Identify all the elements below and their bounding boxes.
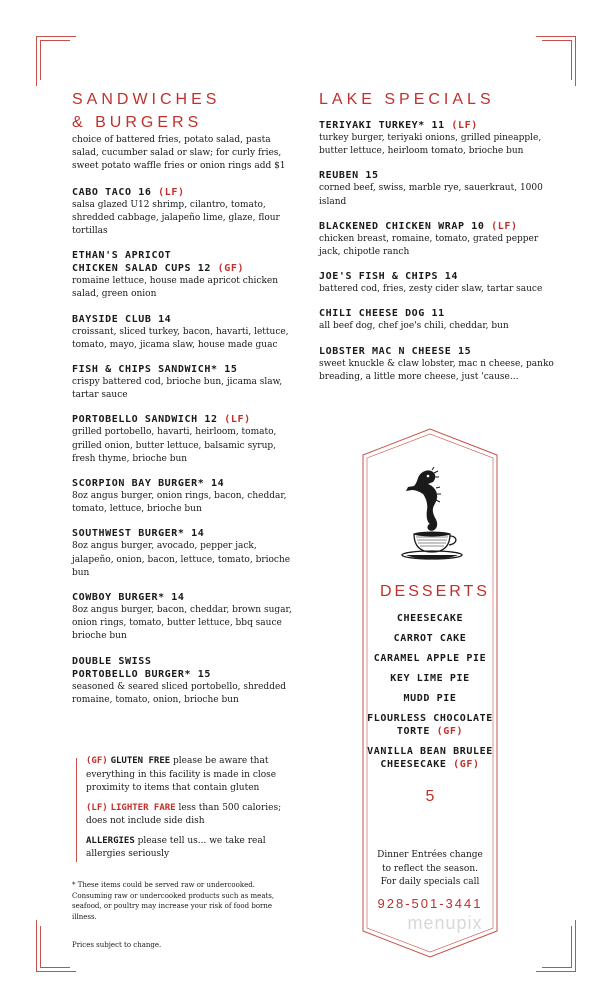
- menu-item-title: LOBSTER MAC N CHEESE 15: [319, 345, 472, 357]
- phone-number[interactable]: 928-501-3441: [377, 896, 483, 911]
- dessert-item: [364, 745, 496, 771]
- seahorse-teacup-icon: [396, 466, 466, 562]
- menu-item-description: chicken breast, romaine, tomato, grated pepper jack, chipotle ranch: [319, 233, 539, 258]
- raw-warning: * These items could be served raw or undercooked. Consuming raw or undercooked products such as meats, seafood, or poultry may increase your risk of food borne illness.: [72, 881, 275, 921]
- menu-item: [319, 345, 559, 384]
- menu-item-tag: (LF): [158, 186, 185, 198]
- dessert-tag: (GF): [436, 726, 464, 737]
- dessert-item: [364, 632, 496, 645]
- menu-item-description: battered cod, fries, zesty cider slaw, tartar sauce: [319, 284, 543, 295]
- menu-item-name: [319, 220, 559, 233]
- dessert-item: [364, 692, 496, 705]
- dessert-name: VANILLA BEAN BRULEE: [367, 746, 493, 757]
- menu-item-description: all beef dog, chef joe's chili, cheddar, bun: [319, 321, 509, 332]
- menu-item: [319, 169, 559, 208]
- info-line-3: For daily specials call: [380, 877, 480, 887]
- menu-item-name: [72, 249, 294, 275]
- menu-item-title: DOUBLE SWISS: [72, 655, 152, 667]
- menu-item-name: [319, 307, 559, 320]
- dessert-name: CHEESECAKE: [396, 613, 464, 624]
- menu-item-description: 8oz angus burger, bacon, cheddar, brown sugar, onion rings, tomato, butter lettuce, bbq sauce brioche bun: [72, 605, 292, 642]
- menu-item-title: BAYSIDE CLUB 14: [72, 313, 172, 325]
- menu-item-tag: (LF): [224, 414, 251, 426]
- menu-item-title-line-2: PORTOBELLO BURGER* 15: [72, 668, 212, 680]
- allergies-text: please tell us... we take real allergies seriously: [86, 835, 266, 859]
- desserts-title: DESSERTS: [380, 583, 490, 600]
- info-line-2: to reflect the season.: [382, 863, 478, 874]
- notes-bar: [76, 758, 77, 862]
- menu-item: [72, 363, 294, 402]
- lighter-fare-note: [86, 802, 296, 829]
- menu-item: [72, 527, 294, 580]
- gluten-free-note: [86, 755, 296, 796]
- menu-item-title: ETHAN'S APRICOT: [72, 250, 172, 262]
- lake-specials-title: LAKE SPECIALS: [319, 91, 495, 108]
- menu-item: [72, 249, 294, 301]
- dessert-item: [364, 672, 496, 685]
- gf-text: please be aware that everything in this facility is made in close proximity to items that contain gluten: [86, 756, 277, 793]
- menu-item: [72, 413, 294, 466]
- gf-label: GLUTEN FREE: [110, 756, 171, 766]
- allergies-label: ALLERGIES: [86, 835, 135, 846]
- menu-item-description: seasoned & seared sliced portobello, shredded romaine, tomato, onion, brioche bun: [72, 681, 287, 705]
- menu-item-name: [319, 270, 559, 283]
- dessert-item: [364, 612, 496, 625]
- allergies-note: [86, 835, 296, 862]
- menu-item-description: corned beef, swiss, marble rye, sauerkraut, 1000 island: [319, 183, 543, 207]
- menu-item-description: sweet knuckle & claw lobster, mac n cheese, panko breading, a little more cheese, just 'cause...: [319, 358, 554, 382]
- dessert-item: [364, 712, 496, 738]
- menu-item-title: PORTOBELLO SANDWICH 12: [72, 414, 218, 426]
- menu-item: [72, 313, 294, 352]
- menu-item-description: 8oz angus burger, onion rings, bacon, cheddar, tomato, lettuce, brioche bun: [72, 491, 287, 515]
- lf-text: less than 500 calories; does not include side dish: [86, 802, 282, 826]
- dessert-name-line-2: TORTE: [396, 726, 430, 737]
- menu-item-name: [319, 345, 559, 358]
- menu-item-title: CABO TACO 16: [72, 186, 152, 198]
- dessert-name: KEY LIME PIE: [390, 673, 470, 684]
- menu-item-name: [72, 363, 294, 376]
- specials-info: [364, 849, 496, 890]
- prices-note: Prices subject to change.: [72, 941, 162, 949]
- menu-item-title: REUBEN 15: [319, 170, 379, 182]
- dessert-name: MUDD PIE: [403, 693, 457, 704]
- dessert-name-line-2: CHEESECAKE: [380, 759, 447, 770]
- menu-item-tag: (LF): [451, 120, 478, 131]
- menu-item: [319, 119, 559, 158]
- menu-item-name: [72, 655, 294, 681]
- menu-item-name: [72, 527, 294, 540]
- dessert-name: FLOURLESS CHOCOLATE: [367, 713, 493, 724]
- notes-block: [86, 755, 296, 868]
- menu-item-title-line-2: CHICKEN SALAD CUPS 12: [72, 263, 212, 275]
- menu-item-name: [319, 169, 559, 182]
- menu-item-tag: (LF): [491, 220, 518, 232]
- menu-item-description: 8oz angus burger, avocado, pepper jack, jalapeño, onion, bacon, lettuce, tomato, brioche bun: [72, 541, 291, 578]
- menu-item-description: grilled portobello, havarti, heirloom, tomato, grilled onion, butter lettuce, balsamic syrup, fresh thyme, brioche bun: [72, 427, 277, 464]
- menu-item-title: JOE'S FISH & CHIPS 14: [319, 271, 459, 283]
- menu-item-name: [72, 313, 294, 326]
- menu-item: [319, 220, 559, 259]
- menu-item-name: [72, 413, 294, 426]
- dessert-name: CARROT CAKE: [393, 633, 467, 644]
- dessert-name: CARAMEL APPLE PIE: [373, 653, 487, 664]
- menu-item-title: COWBOY BURGER* 14: [72, 592, 185, 604]
- dessert-price: 5: [425, 788, 435, 805]
- menu-item-name: [319, 119, 559, 132]
- menu-item-description: salsa glazed U12 shrimp, cilantro, tomato, shredded cabbage, jalapeño lime, glaze, flour tortillas: [72, 199, 280, 237]
- watermark: menupix: [407, 913, 483, 933]
- menu-item-description: turkey burger, teriyaki onions, grilled pineapple, butter lettuce, heirloom tomato, brioche bun: [319, 133, 542, 157]
- menu-item-title: BLACKENED CHICKEN WRAP 10: [319, 220, 485, 232]
- sandwiches-intro: choice of battered fries, potato salad, pasta salad, cucumber salad or slaw; for curly fries, sweet potato waffle fries or onion rings add $1: [72, 135, 286, 172]
- menu-item-description: croissant, sliced turkey, bacon, havarti, lettuce, tomato, mayo, jicama slaw, house made guac: [72, 326, 289, 350]
- menu-item: [72, 186, 294, 239]
- sandwich-list: [72, 186, 294, 707]
- menu-item: [72, 477, 294, 516]
- menu-item-name: [72, 186, 294, 199]
- menu-item-title: TERIYAKI TURKEY* 11: [319, 120, 445, 131]
- gf-key: (GF): [86, 756, 108, 766]
- menu-item-name: [72, 477, 294, 490]
- lf-label: LIGHTER FARE: [110, 802, 176, 813]
- sandwiches-column: [72, 134, 294, 718]
- menu-item-description: romaine lettuce, house made apricot chicken salad, green onion: [72, 276, 279, 300]
- sandwiches-title: SANDWICHES & BURGERS: [72, 91, 221, 131]
- dessert-tag: (GF): [453, 759, 480, 770]
- lf-key: (LF): [86, 802, 108, 813]
- lake-specials-list: [319, 119, 559, 395]
- menu-item-title: FISH & CHIPS SANDWICH* 15: [72, 364, 238, 376]
- menu-item-name: [72, 591, 294, 604]
- menu-item-tag: (GF): [217, 263, 245, 275]
- menu-item-description: crispy battered cod, brioche bun, jicama slaw, tartar sauce: [72, 377, 283, 401]
- menu-item: [72, 591, 294, 644]
- menu-item-title: SCORPION BAY BURGER* 14: [72, 478, 225, 490]
- dessert-list: [364, 612, 496, 778]
- dessert-item: [364, 652, 496, 665]
- menu-item: [72, 655, 294, 707]
- info-line-1: Dinner Entrées change: [377, 850, 483, 860]
- menu-item: [319, 307, 559, 333]
- menu-item-title: SOUTHWEST BURGER* 14: [72, 528, 205, 540]
- menu-item-title: CHILI CHEESE DOG 11: [319, 308, 445, 320]
- menu-item: [319, 270, 559, 296]
